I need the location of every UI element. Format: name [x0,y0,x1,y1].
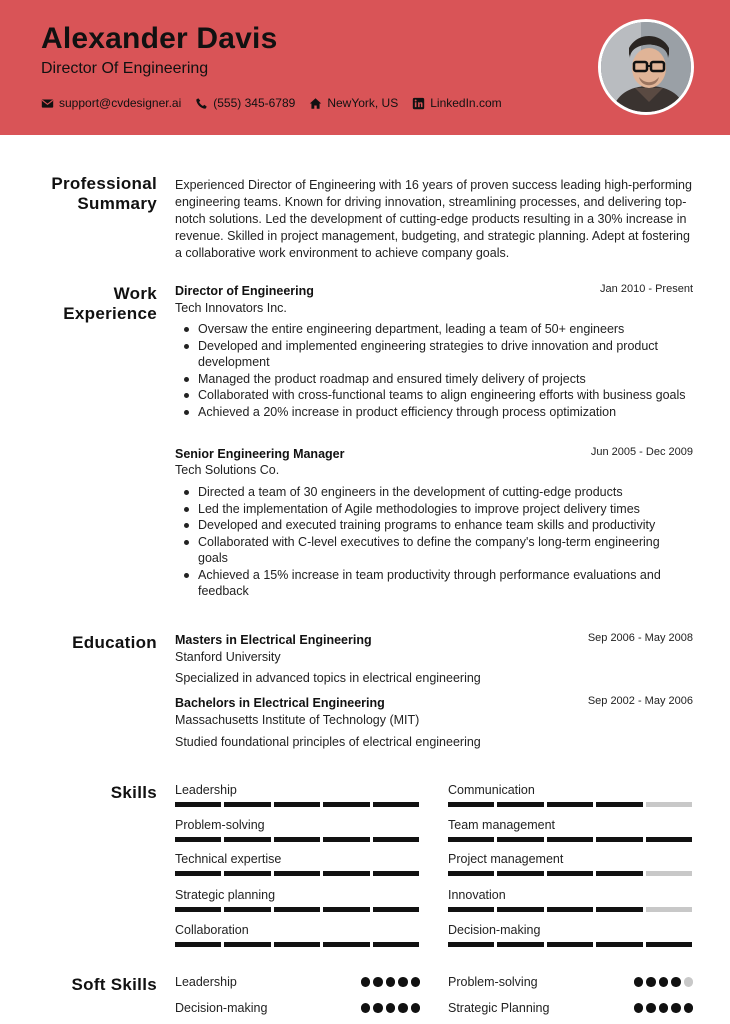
job-date: Jun 2005 - Dec 2009 [590,446,693,458]
job-title: Senior Engineering Manager [175,447,345,461]
skill-segment-filled [448,942,494,947]
job-title: Director of Engineering [175,284,314,298]
skill-name: Leadership [175,783,237,797]
candidate-name: Alexander Davis [41,22,278,55]
skill-segment-filled [175,907,221,912]
skill-name: Decision-making [448,923,541,937]
soft-skill-rating [634,1003,694,1013]
skill-segment-filled [373,837,419,842]
edu-date: Sep 2006 - May 2008 [587,632,693,644]
job-bullet: Oversaw the entire engineering department, leading a team of 50+ engineers [175,321,693,338]
skill-name: Innovation [448,888,506,902]
skill-segment-filled [175,942,221,947]
phone-icon [195,97,208,110]
rating-dot-filled [659,1003,669,1013]
skill-level-bar [175,942,420,947]
contact-email-text: support@cvdesigner.ai [59,96,182,110]
skill-segment-empty [646,907,692,912]
job-date: Jan 2010 - Present [600,283,693,295]
rating-dot-filled [373,977,383,987]
contact-linkedin-text: LinkedIn.com [430,96,502,110]
skill-level-bar [448,802,693,807]
job-bullet: Managed the product roadmap and ensured timely delivery of projects [175,371,693,388]
edu-degree: Masters in Electrical Engineering [175,633,372,647]
soft-skill-name: Decision-making [175,1001,268,1015]
skill-segment-filled [224,837,270,842]
skill-segment-filled [497,802,543,807]
skill-segment-filled [448,907,494,912]
skill-item [175,818,420,842]
contact-phone-text: (555) 345-6789 [213,96,296,110]
section-title-work-line2: Experience [63,304,157,323]
rating-dot-filled [659,977,669,987]
rating-dot-filled [646,1003,656,1013]
job-company: Tech Solutions Co. [175,463,280,477]
skill-segment-filled [596,871,642,876]
rating-dot-filled [684,1003,694,1013]
skill-segment-empty [646,871,692,876]
skill-segment-filled [646,837,692,842]
edu-degree: Bachelors in Electrical Engineering [175,696,385,710]
skill-segment-filled [547,942,593,947]
section-title-summary-line2: Summary [77,194,157,213]
linkedin-icon [412,97,425,110]
candidate-role: Director Of Engineering [41,60,209,77]
skill-segment-filled [547,837,593,842]
skill-segment-filled [175,837,221,842]
skill-segment-filled [323,907,369,912]
skill-segment-filled [224,871,270,876]
rating-dot-filled [373,1003,383,1013]
rating-dot-filled [411,1003,421,1013]
soft-skill-rating [634,977,694,987]
skill-segment-filled [547,802,593,807]
skill-segment-filled [274,942,320,947]
soft-skill-rating [361,977,421,987]
soft-skill-item [175,1001,420,1015]
skill-segment-filled [448,837,494,842]
skill-segment-filled [497,907,543,912]
rating-dot-filled [411,977,421,987]
envelope-icon [41,97,54,110]
rating-dot-filled [398,977,408,987]
soft-skill-name: Leadership [175,975,237,989]
rating-dot-filled [386,1003,396,1013]
rating-dot-filled [361,1003,371,1013]
skill-item [175,888,420,912]
skill-level-bar [175,837,420,842]
soft-skill-item [448,975,693,989]
job-bullet: Collaborated with C-level executives to define the company's long-term engineering goals [175,534,693,567]
skill-segment-filled [646,942,692,947]
skill-segment-filled [596,802,642,807]
skill-item [175,783,420,807]
edu-school: Stanford University [175,650,281,664]
soft-skill-item [448,1001,693,1015]
section-title-work-line1: Work [113,284,157,303]
contact-location-text: NewYork, US [327,96,399,110]
skill-item [448,783,693,807]
rating-dot-filled [398,1003,408,1013]
skill-name: Communication [448,783,535,797]
skill-name: Collaboration [175,923,249,937]
edu-description: Studied foundational principles of electrical engineering [175,735,481,749]
skill-item [175,852,420,876]
skill-segment-filled [497,837,543,842]
summary-text: Experienced Director of Engineering with 16 years of proven success leading high-performing engineering teams. Known for driving innovation, streamlining processes, and delivering top-notch solutions. Led the development of cutting-edge products resulting in a 30% increase in revenue. Skilled in project management, budgeting, and strategic planning. Adept at fostering a collaborative work environment to achieve company goals. [175,178,692,260]
edu-date: Sep 2002 - May 2006 [587,695,693,707]
soft-skill-name: Problem-solving [448,975,538,989]
contact-location [309,96,398,110]
skill-level-bar [175,802,420,807]
skill-segment-filled [373,942,419,947]
skill-segment-filled [224,802,270,807]
skill-name: Problem-solving [175,818,265,832]
home-icon [309,97,322,110]
rating-dot-filled [361,977,371,987]
skill-item [175,923,420,947]
skill-segment-filled [224,907,270,912]
skill-segment-filled [323,802,369,807]
skill-segment-empty [646,802,692,807]
skill-segment-filled [224,942,270,947]
rating-dot-filled [671,977,681,987]
skill-segment-filled [323,871,369,876]
skill-segment-filled [274,802,320,807]
section-title-skills: Skills [110,783,157,802]
skill-item [448,852,693,876]
job-bullet: Developed and executed training programs to enhance team skills and productivity [175,517,693,534]
section-title-summary-line1: Professional [51,174,157,193]
section-title-soft-skills: Soft Skills [71,975,157,994]
skill-segment-filled [274,837,320,842]
contact-linkedin[interactable] [412,96,501,110]
skill-segment-filled [596,907,642,912]
skill-segment-filled [175,802,221,807]
soft-skill-item [175,975,420,989]
skill-item [448,888,693,912]
job-bullet: Achieved a 20% increase in product efficiency through process optimization [175,404,693,421]
contact-bar [41,96,502,110]
skill-segment-filled [448,871,494,876]
skill-item [448,818,693,842]
rating-dot-filled [634,977,644,987]
edu-school: Massachusetts Institute of Technology (MIT) [175,713,420,727]
skill-segment-filled [373,871,419,876]
skill-item [448,923,693,947]
rating-dot-filled [386,977,396,987]
job-bullet: Collaborated with cross-functional teams to align engineering efforts with business goals [175,387,693,404]
section-title-education: Education [72,633,157,652]
rating-dot-empty [684,977,694,987]
skill-segment-filled [175,871,221,876]
avatar [598,19,694,115]
contact-phone[interactable] [195,96,295,110]
rating-dot-filled [646,977,656,987]
skill-segment-filled [497,871,543,876]
skill-level-bar [175,907,420,912]
skill-segment-filled [323,942,369,947]
skill-level-bar [448,942,693,947]
rating-dot-filled [671,1003,681,1013]
skill-level-bar [175,871,420,876]
skill-name: Project management [448,852,564,866]
header-banner [0,0,730,135]
skill-segment-filled [547,907,593,912]
skill-segment-filled [274,907,320,912]
skill-segment-filled [448,802,494,807]
skill-segment-filled [373,802,419,807]
skill-level-bar [448,907,693,912]
job-bullets [175,484,693,600]
skill-level-bar [448,871,693,876]
skill-segment-filled [596,942,642,947]
skill-segment-filled [323,837,369,842]
skill-level-bar [448,837,693,842]
job-bullet: Directed a team of 30 engineers in the development of cutting-edge products [175,484,693,501]
contact-email[interactable] [41,96,181,110]
job-bullets [175,321,693,420]
soft-skill-name: Strategic Planning [448,1001,550,1015]
profile-photo-icon [601,22,694,115]
skill-segment-filled [373,907,419,912]
job-bullet: Developed and implemented engineering strategies to drive innovation and product development [175,338,693,371]
skill-name: Team management [448,818,556,832]
section-title-summary [42,174,157,214]
skill-segment-filled [596,837,642,842]
skill-name: Technical expertise [175,852,282,866]
job-company: Tech Innovators Inc. [175,301,287,315]
job-bullet: Led the implementation of Agile methodologies to improve project delivery times [175,501,693,518]
rating-dot-filled [634,1003,644,1013]
skill-segment-filled [497,942,543,947]
skill-name: Strategic planning [175,888,276,902]
job-bullet: Achieved a 15% increase in team productivity through performance evaluations and feedback [175,567,693,600]
soft-skill-rating [361,1003,421,1013]
edu-description: Specialized in advanced topics in electrical engineering [175,671,481,685]
skill-segment-filled [547,871,593,876]
section-title-work [42,284,157,324]
skill-segment-filled [274,871,320,876]
